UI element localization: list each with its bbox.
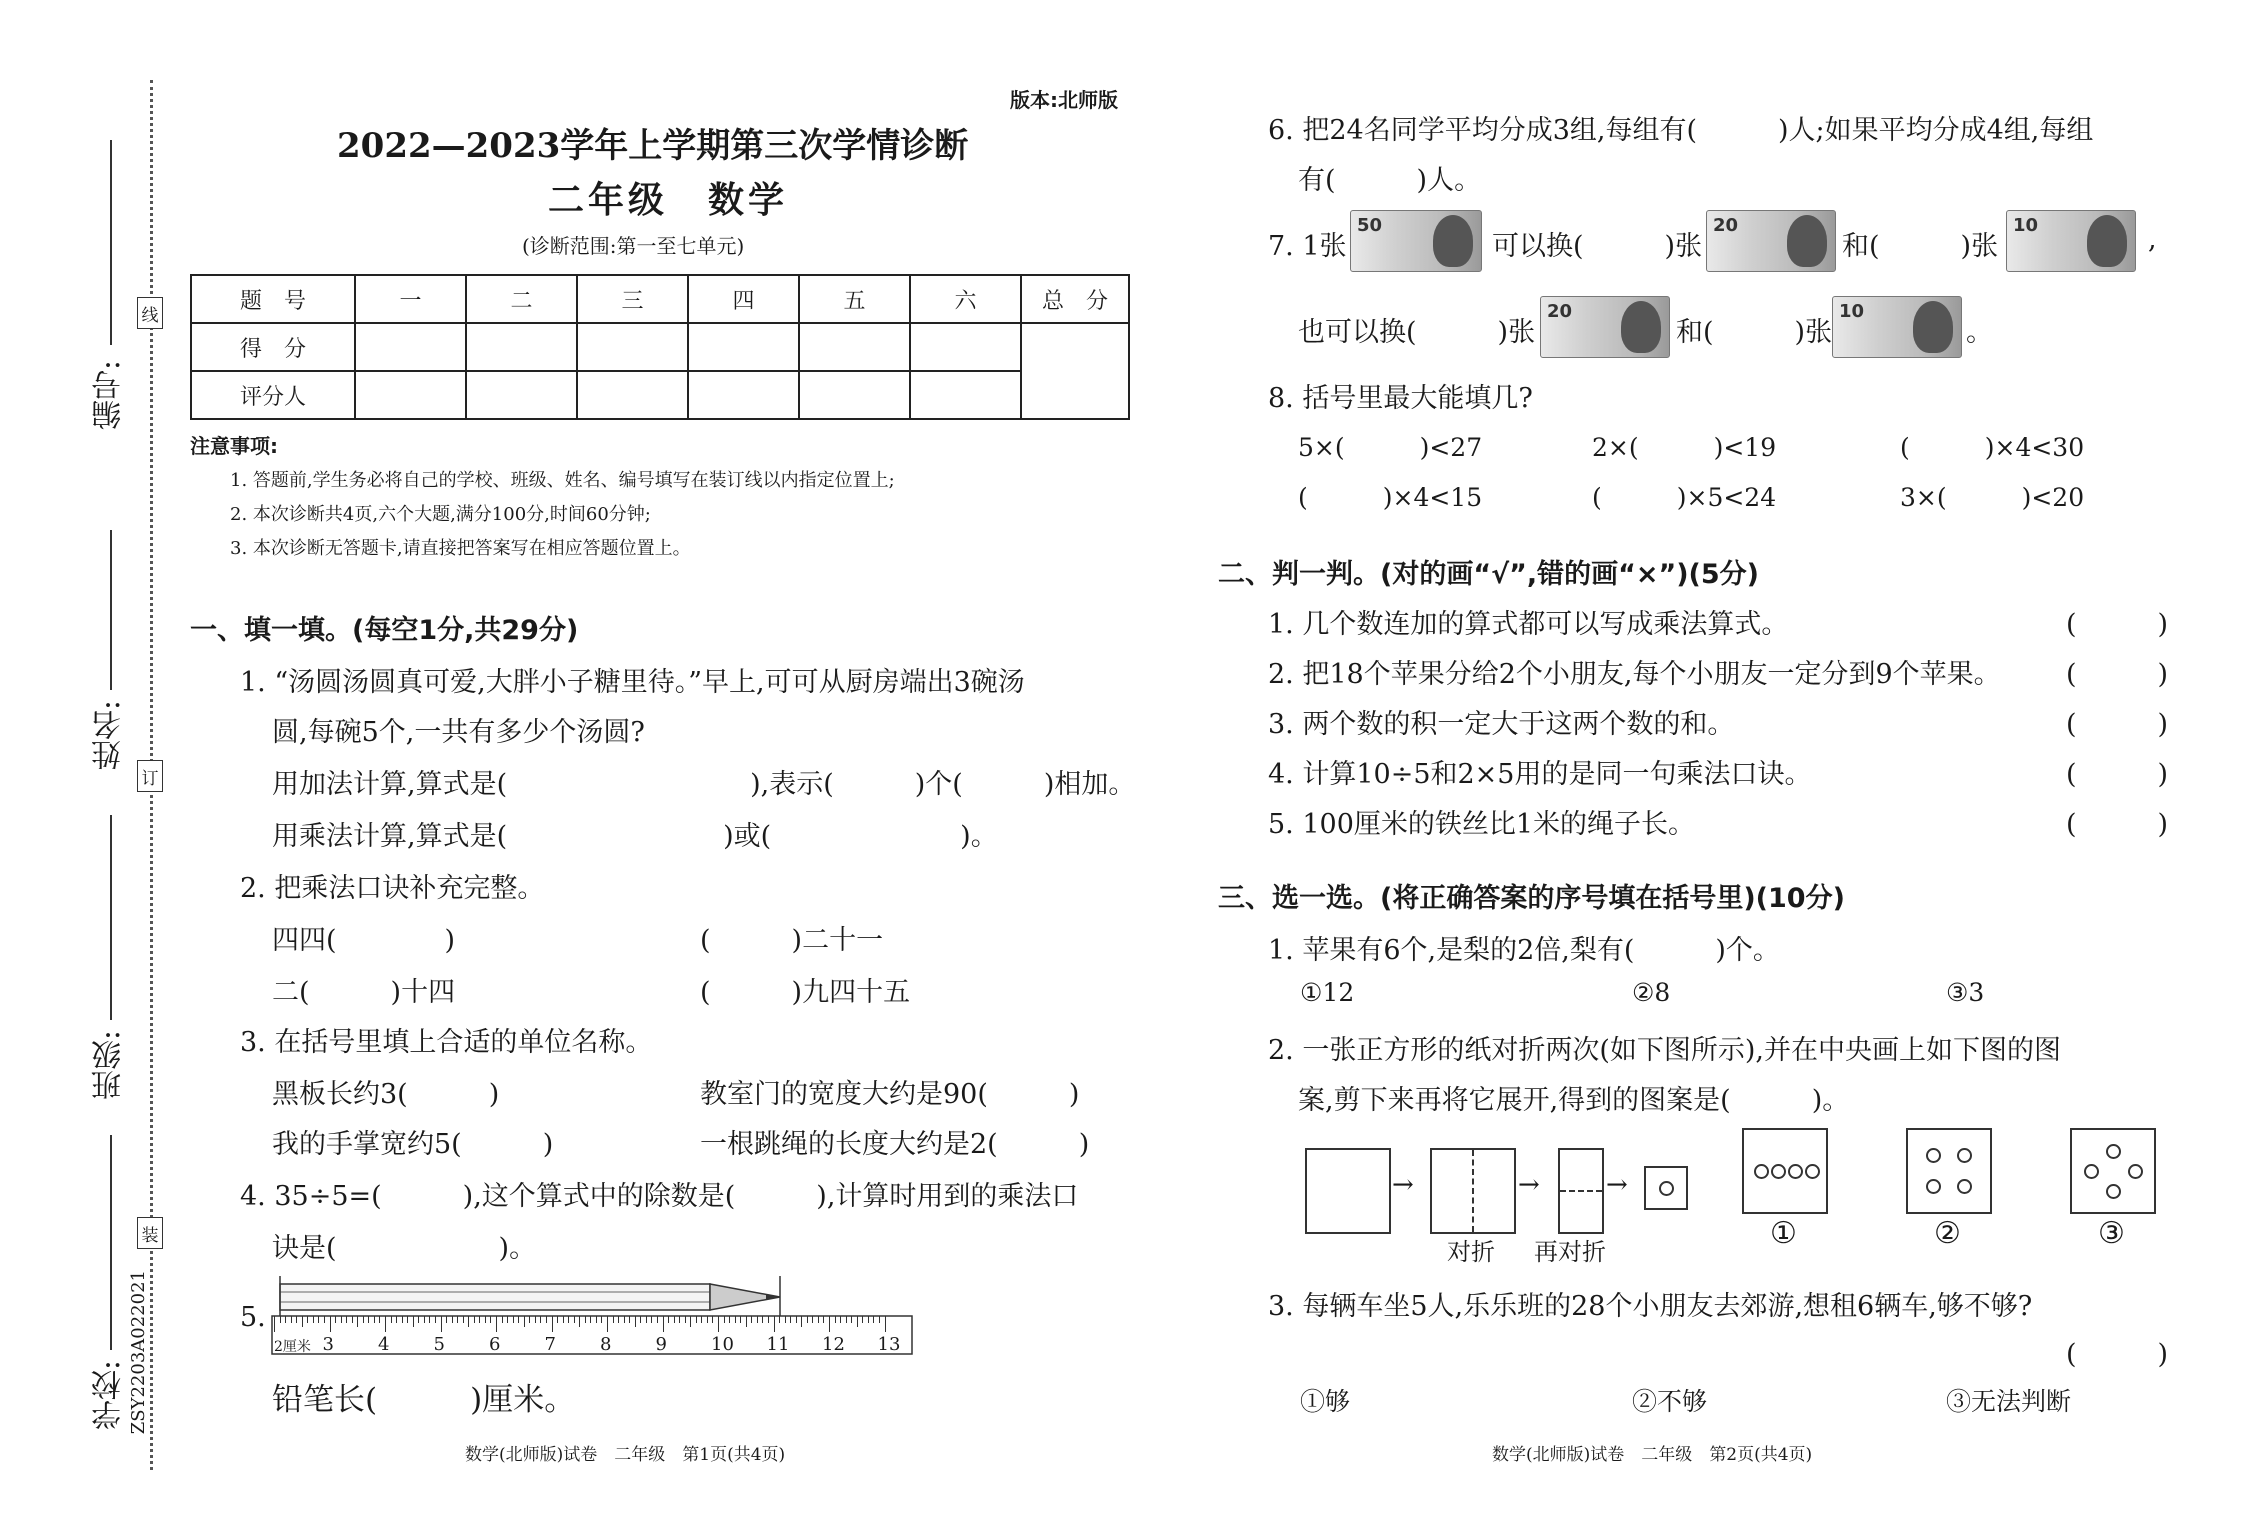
ruler-tick xyxy=(490,1316,491,1323)
answer-blank[interactable]: ( ) xyxy=(2066,809,2169,840)
ruler-number: 7 xyxy=(544,1334,556,1355)
judge-item: 1. 几个数连加的算式都可以写成乘法算式。 xyxy=(1268,609,1789,640)
ruler-tick xyxy=(807,1316,808,1323)
score-cell[interactable] xyxy=(466,323,577,371)
paper-folded-quarter xyxy=(1644,1166,1688,1210)
ruler-tick xyxy=(574,1316,575,1323)
ruler-tick xyxy=(363,1316,364,1323)
cell-header: 三 xyxy=(577,275,688,323)
footer-right: 数学(北师版)试卷 二年级 第2页(共4页) xyxy=(1492,1445,1813,1465)
ruler-tick xyxy=(696,1316,697,1323)
ruler-tick xyxy=(563,1316,564,1323)
answer-blank[interactable]: ( ) xyxy=(2066,659,2169,690)
ruler-tick xyxy=(590,1316,591,1323)
grader-cell[interactable] xyxy=(910,371,1021,419)
paper-folded-half xyxy=(1558,1148,1604,1234)
score-cell[interactable] xyxy=(799,323,910,371)
answer-blank[interactable]: ( ) xyxy=(2066,759,2169,790)
ruler-tick xyxy=(402,1316,403,1323)
ruler-tick xyxy=(507,1316,508,1323)
q7-part[interactable]: 和( )张 xyxy=(1842,231,1999,262)
section-3-heading: 三、选一选。(将正确答案的序号填在括号里)(10分) xyxy=(1218,883,1845,914)
ruler-tick xyxy=(801,1316,802,1327)
note-item: 1. 答题前,学生务必将自己的学校、班级、姓名、编号填写在装订线以内指定位置上; xyxy=(230,470,895,491)
ruler-tick xyxy=(862,1316,863,1323)
ruler-tick xyxy=(296,1316,297,1323)
answer-blank[interactable]: ( ) xyxy=(2066,1339,2169,1370)
grader-cell[interactable] xyxy=(688,371,799,419)
ruler-tick xyxy=(774,1316,775,1332)
banknote-20-icon: 20 xyxy=(1706,210,1836,272)
q3-blank[interactable]: 我的手掌宽约5( ) xyxy=(272,1129,554,1160)
score-table-header-row xyxy=(191,275,1129,323)
q2-stem: 2. 把乘法口诀补充完整。 xyxy=(240,873,545,904)
ruler-number: 6 xyxy=(489,1334,501,1355)
q8-blank[interactable]: 2×( )<19 xyxy=(1592,433,1777,462)
exam-scope: (诊断范围:第一至七单元) xyxy=(522,234,745,258)
answer-blank[interactable]: ( ) xyxy=(2066,709,2169,740)
ruler-tick xyxy=(341,1316,342,1323)
ruler-tick xyxy=(629,1316,630,1323)
ruler-tick xyxy=(396,1316,397,1323)
choice-option[interactable]: ②8 xyxy=(1632,978,1671,1007)
ruler-tick xyxy=(701,1316,702,1323)
ruler-tick xyxy=(502,1316,503,1323)
q3-blank[interactable]: 黑板长约3( ) xyxy=(272,1079,500,1110)
q2-blank[interactable]: 二( )十四 xyxy=(272,977,456,1008)
choice-pattern-2[interactable] xyxy=(1906,1128,1992,1214)
q1-multiplication[interactable]: 用乘法计算,算式是( )或( )。 xyxy=(272,821,998,852)
ruler-tick xyxy=(546,1316,547,1323)
ruler-tick xyxy=(785,1316,786,1323)
q3-stem: 3. 在括号里填上合适的单位名称。 xyxy=(240,1027,653,1058)
ruler-tick xyxy=(357,1316,358,1327)
arrow-right-icon: → xyxy=(1518,1170,1540,1200)
ruler-tick xyxy=(646,1316,647,1323)
ruler-tick xyxy=(718,1316,719,1332)
ruler-tick xyxy=(746,1316,747,1327)
fold-label: 再对折 xyxy=(1534,1238,1606,1266)
s3-q1[interactable]: 1. 苹果有6个,是梨的2倍,梨有( )个。 xyxy=(1268,935,1780,966)
ruler-tick xyxy=(524,1316,525,1327)
q8-stem: 8. 括号里最大能填几? xyxy=(1268,383,1533,414)
ruler-number: 3 xyxy=(322,1334,334,1355)
ruler-tick xyxy=(618,1316,619,1323)
ruler-tick xyxy=(724,1316,725,1323)
q8-blank[interactable]: 3×( )<20 xyxy=(1900,483,2085,512)
cell-header: 总 分 xyxy=(1021,275,1129,323)
arrow-right-icon: → xyxy=(1392,1170,1414,1200)
ruler-tick xyxy=(835,1316,836,1323)
footer-left: 数学(北师版)试卷 二年级 第1页(共4页) xyxy=(465,1445,786,1465)
ruler-tick xyxy=(668,1316,669,1323)
ruler-tick xyxy=(601,1316,602,1323)
q7-period: 。 xyxy=(1966,317,1993,348)
label-name: 姓名: xyxy=(92,700,127,771)
ruler-tick xyxy=(674,1316,675,1323)
ruler-tick xyxy=(651,1316,652,1323)
q7-part: 7. 1张 xyxy=(1268,231,1347,262)
q2-blank[interactable]: ( )九四十五 xyxy=(700,977,911,1008)
cell-label: 评分人 xyxy=(191,371,355,419)
q4-line2[interactable]: 诀是( )。 xyxy=(272,1233,537,1264)
ruler-tick xyxy=(690,1316,691,1327)
ruler-tick xyxy=(441,1316,442,1332)
ruler-tick xyxy=(335,1316,336,1323)
edition-label: 版本:北师版 xyxy=(1010,88,1118,112)
ruler-tick xyxy=(796,1316,797,1323)
ruler-tick xyxy=(613,1316,614,1323)
ruler-tick xyxy=(468,1316,469,1327)
judge-item: 4. 计算10÷5和2×5用的是同一句乘法口诀。 xyxy=(1268,759,1812,790)
score-cell[interactable] xyxy=(355,323,466,371)
ruler-tick xyxy=(585,1316,586,1323)
ruler-tick xyxy=(735,1316,736,1323)
grader-row xyxy=(191,371,1129,419)
s3-q3: 3. 每辆车坐5人,乐乐班的28个小朋友去郊游,想租6辆车,够不够? xyxy=(1268,1291,2033,1322)
ruler-tick xyxy=(851,1316,852,1323)
ruler-tick xyxy=(707,1316,708,1323)
ruler-tick xyxy=(846,1316,847,1323)
judge-item: 3. 两个数的积一定大于这两个数的和。 xyxy=(1268,709,1735,740)
score-table xyxy=(190,274,1130,420)
score-cell[interactable] xyxy=(577,323,688,371)
serial-number: ZSY2203A022021 xyxy=(128,1270,149,1435)
total-score-cell[interactable] xyxy=(1021,323,1129,419)
s3-q2-line1: 2. 一张正方形的纸对折两次(如下图所示),并在中央画上如下图的图 xyxy=(1268,1035,2061,1066)
judge-item: 5. 100厘米的铁丝比1米的绳子长。 xyxy=(1268,809,1696,840)
choice-label: ① xyxy=(1770,1216,1797,1251)
ruler-tick xyxy=(485,1316,486,1323)
ruler-number: 5 xyxy=(433,1334,445,1355)
ruler-tick xyxy=(424,1316,425,1323)
ruler-tick xyxy=(762,1316,763,1323)
choice-option[interactable]: ③无法判断 xyxy=(1946,1387,2072,1416)
ruler-tick xyxy=(429,1316,430,1323)
ruler-tick xyxy=(446,1316,447,1323)
ruler-tick xyxy=(579,1316,580,1327)
cell-header: 五 xyxy=(799,275,910,323)
ruler-tick xyxy=(318,1316,319,1323)
cut-mark-line: 线 xyxy=(137,297,163,329)
ruler-tick xyxy=(740,1316,741,1323)
q8-blank[interactable]: ( )×5<24 xyxy=(1592,483,1777,512)
q3-blank[interactable]: 一根跳绳的长度大约是2( ) xyxy=(700,1129,1090,1160)
ruler-tick xyxy=(307,1316,308,1323)
note-item: 3. 本次诊断无答题卡,请直接把答案写在相应答题位置上。 xyxy=(230,538,691,559)
paper-folded-once xyxy=(1430,1148,1516,1234)
ruler-number: 12 xyxy=(822,1334,845,1355)
ruler-tick xyxy=(379,1316,380,1323)
label-class: 班级: xyxy=(92,1030,127,1101)
name-field-line[interactable] xyxy=(110,530,112,690)
ruler-label: 2厘米 xyxy=(274,1339,311,1355)
ruler-tick xyxy=(457,1316,458,1323)
ruler-tick xyxy=(712,1316,713,1323)
ruler-tick xyxy=(529,1316,530,1323)
judge-item: 2. 把18个苹果分给2个小朋友,每个小朋友一定分到9个苹果。 xyxy=(1268,659,2001,690)
score-cell[interactable] xyxy=(688,323,799,371)
ruler-tick xyxy=(790,1316,791,1323)
ruler-tick xyxy=(823,1316,824,1323)
q4-line1[interactable]: 4. 35÷5=( ),这个算式中的除数是( ),计算时用到的乘法口 xyxy=(240,1181,1079,1212)
ruler-tick xyxy=(324,1316,325,1323)
ruler-tick xyxy=(346,1316,347,1323)
q8-blank[interactable]: ( )×4<30 xyxy=(1900,433,2085,462)
id-field-line[interactable] xyxy=(110,140,112,345)
banknote-10-icon: 10 xyxy=(1832,296,1962,358)
label-school: 学校: xyxy=(92,1360,127,1431)
ruler-tick xyxy=(657,1316,658,1323)
score-cell[interactable] xyxy=(910,323,1021,371)
label-id: 编号: xyxy=(92,360,127,431)
ruler-tick xyxy=(729,1316,730,1323)
ruler-tick xyxy=(857,1316,858,1327)
ruler-tick xyxy=(640,1316,641,1323)
school-field-line[interactable] xyxy=(110,1135,112,1350)
grader-cell[interactable] xyxy=(466,371,577,419)
ruler-tick xyxy=(463,1316,464,1323)
ruler-tick xyxy=(368,1316,369,1323)
ruler-tick xyxy=(535,1316,536,1323)
cell-header: 六 xyxy=(910,275,1021,323)
cut-mark-bind: 订 xyxy=(137,760,163,792)
page-title: 2022—2023学年上学期第三次学情诊断 xyxy=(337,126,969,166)
ruler-tick xyxy=(385,1316,386,1332)
q5-number: 5. xyxy=(240,1302,266,1333)
ruler-tick xyxy=(313,1316,314,1323)
q2-blank[interactable]: 四四( ) xyxy=(272,925,456,956)
section-1-heading: 一、填一填。(每空1分,共29分) xyxy=(190,615,579,646)
ruler-tick xyxy=(879,1316,880,1323)
ruler-tick xyxy=(285,1316,286,1323)
ruler-tick xyxy=(818,1316,819,1323)
ruler-number: 4 xyxy=(378,1334,390,1355)
ruler-tick xyxy=(868,1316,869,1323)
answer-blank[interactable]: ( ) xyxy=(2066,609,2169,640)
cell-header: 二 xyxy=(466,275,577,323)
q1-addition[interactable]: 用加法计算,算式是( ),表示( )个( )相加。 xyxy=(272,769,1136,800)
ruler-tick xyxy=(391,1316,392,1323)
ruler-number: 11 xyxy=(766,1334,790,1355)
choice-option[interactable]: ①够 xyxy=(1300,1387,1351,1416)
class-field-line[interactable] xyxy=(110,815,112,1020)
ruler-tick xyxy=(496,1316,497,1332)
choice-option[interactable]: ①12 xyxy=(1300,978,1355,1007)
paper-square xyxy=(1305,1148,1391,1234)
ruler-tick xyxy=(407,1316,408,1323)
ruler-tick xyxy=(779,1316,780,1323)
cell-label: 题 号 xyxy=(191,275,355,323)
ruler-tick xyxy=(596,1316,597,1323)
ruler-tick xyxy=(291,1316,292,1323)
ruler-tick xyxy=(280,1316,281,1323)
ruler-tick xyxy=(885,1316,886,1332)
ruler-tick xyxy=(330,1316,331,1332)
ruler-tick xyxy=(751,1316,752,1323)
ruler-tick xyxy=(663,1316,664,1332)
banknote-50-icon: 50 xyxy=(1350,210,1482,272)
banknote-20-icon: 20 xyxy=(1540,296,1670,358)
q2-blank[interactable]: ( )二十一 xyxy=(700,925,884,956)
q7-part[interactable]: 和( )张 xyxy=(1676,317,1833,348)
fold-label: 对折 xyxy=(1447,1238,1495,1266)
ruler-tick xyxy=(413,1316,414,1327)
ruler-tick xyxy=(768,1316,769,1323)
ruler-tick xyxy=(518,1316,519,1323)
ruler-number: 9 xyxy=(655,1334,667,1355)
q6-line1[interactable]: 6. 把24名同学平均分成3组,每组有( )人;如果平均分成4组,每组 xyxy=(1268,115,2094,146)
q3-blank[interactable]: 教室门的宽度大约是90( ) xyxy=(700,1079,1080,1110)
q1-line1: 1. “汤圆汤圆真可爱,大胖小子糖里待。”早上,可可从厨房端出3碗汤 xyxy=(240,667,1025,698)
q7-part[interactable]: 也可以换( )张 xyxy=(1298,317,1536,348)
grader-cell[interactable] xyxy=(577,371,688,419)
q6-line2[interactable]: 有( )人。 xyxy=(1298,165,1482,196)
ruler-tick xyxy=(418,1316,419,1323)
q7-part[interactable]: 可以换( )张 xyxy=(1492,231,1703,262)
cell-header: 四 xyxy=(688,275,799,323)
ruler-tick xyxy=(513,1316,514,1323)
ruler-tick xyxy=(829,1316,830,1332)
q1-line2: 圆,每碗5个,一共有多少个汤圆? xyxy=(272,717,645,748)
ruler-tick xyxy=(435,1316,436,1323)
choice-pattern-1[interactable] xyxy=(1742,1128,1828,1214)
q8-blank[interactable]: 5×( )<27 xyxy=(1298,433,1483,462)
arrow-right-icon: → xyxy=(1606,1170,1628,1200)
choice-label: ② xyxy=(1934,1216,1961,1251)
choice-option[interactable]: ②不够 xyxy=(1632,1387,1708,1416)
ruler-tick xyxy=(557,1316,558,1323)
banknote-10-icon: 10 xyxy=(2006,210,2136,272)
q8-blank[interactable]: ( )×4<15 xyxy=(1298,483,1483,512)
cell-label: 得 分 xyxy=(191,323,355,371)
ruler-tick xyxy=(873,1316,874,1323)
pencil-icon xyxy=(280,1276,780,1320)
ruler-tick xyxy=(607,1316,608,1332)
ruler-tick xyxy=(568,1316,569,1323)
ruler-tick xyxy=(679,1316,680,1323)
choice-pattern-3[interactable] xyxy=(2070,1128,2156,1214)
ruler-tick xyxy=(685,1316,686,1323)
ruler-number: 13 xyxy=(877,1334,901,1355)
ruler-tick xyxy=(374,1316,375,1323)
ruler-tick xyxy=(840,1316,841,1323)
ruler-number: 8 xyxy=(600,1334,612,1355)
ruler-tick xyxy=(352,1316,353,1323)
q7-comma: , xyxy=(2148,224,2157,255)
notes-heading: 注意事项: xyxy=(190,434,278,458)
ruler-number: 10 xyxy=(711,1334,734,1355)
ruler-tick xyxy=(274,1316,275,1332)
ruler-tick xyxy=(624,1316,625,1323)
grader-cell[interactable] xyxy=(799,371,910,419)
score-row xyxy=(191,323,1129,371)
page-subtitle: 二年级 数学 xyxy=(548,179,789,221)
ruler-tick xyxy=(757,1316,758,1323)
cut-mark-pack: 装 xyxy=(137,1217,163,1249)
ruler-tick xyxy=(812,1316,813,1323)
q5-answer[interactable]: 铅笔长( )厘米。 xyxy=(272,1382,576,1418)
grader-cell[interactable] xyxy=(355,371,466,419)
ruler-tick xyxy=(302,1316,303,1327)
s3-q2-line2[interactable]: 案,剪下来再将它展开,得到的图案是( )。 xyxy=(1298,1085,1850,1116)
cell-header: 一 xyxy=(355,275,466,323)
section-2-heading: 二、判一判。(对的画“√”,错的画“×”)(5分) xyxy=(1218,559,1760,590)
ruler-tick xyxy=(479,1316,480,1323)
note-item: 2. 本次诊断共4页,六个大题,满分100分,时间60分钟; xyxy=(230,504,651,525)
ruler-tick xyxy=(540,1316,541,1323)
choice-option[interactable]: ③3 xyxy=(1946,978,1985,1007)
ruler-tick xyxy=(635,1316,636,1327)
ruler-tick xyxy=(452,1316,453,1323)
ruler-tick xyxy=(474,1316,475,1323)
ruler-tick xyxy=(552,1316,553,1332)
choice-label: ③ xyxy=(2098,1216,2125,1251)
